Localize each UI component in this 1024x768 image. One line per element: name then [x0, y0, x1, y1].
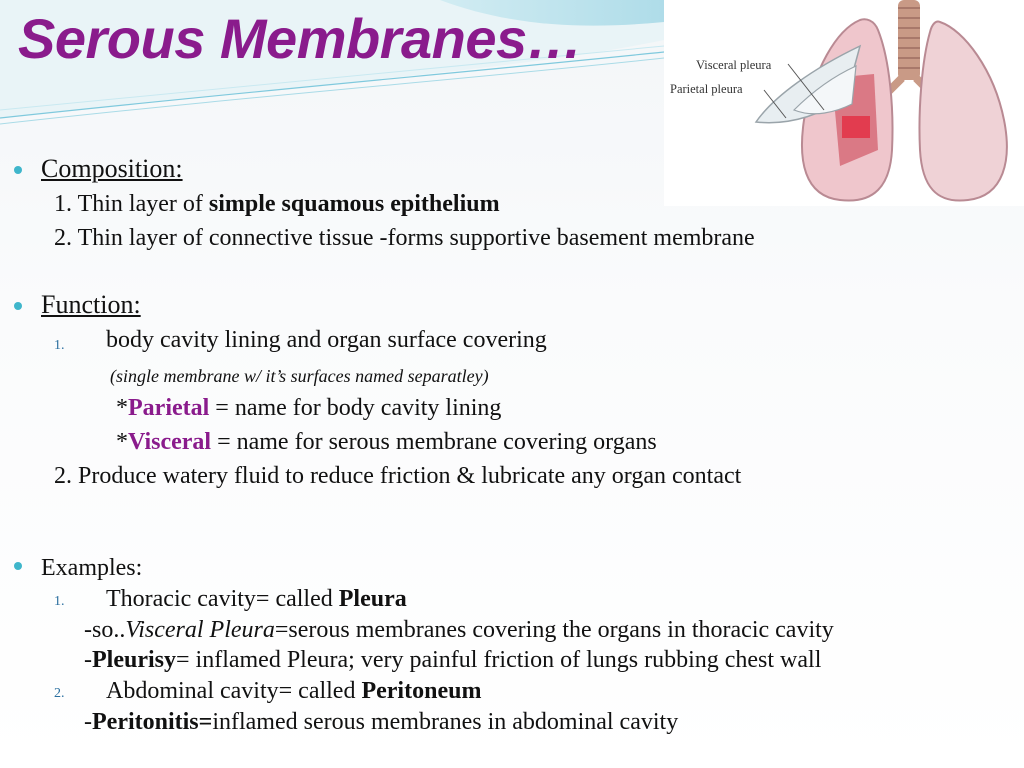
- function-heading: Function:: [41, 290, 141, 319]
- parietal-term: Parietal: [128, 395, 210, 421]
- function-item-1-number: 1.: [54, 338, 65, 353]
- examples-item-1-number: 1.: [54, 594, 65, 609]
- examples-item-2-number: 2.: [54, 686, 65, 701]
- examples-item-1-text: Thoracic cavity= called: [106, 586, 339, 612]
- bullet-icon: [14, 562, 22, 570]
- composition-line-1-text: 1. Thin layer of: [54, 191, 209, 217]
- function-item-1: body cavity lining and organ surface covering: [106, 327, 547, 353]
- visceral-pleura-prefix: -so..: [84, 617, 126, 643]
- pleurisy-prefix: -: [84, 647, 92, 673]
- bullet-icon: [14, 302, 22, 310]
- label-visceral-pleura: Visceral pleura: [696, 58, 772, 72]
- examples-heading: Examples:: [41, 555, 143, 581]
- bullet-icon: [14, 166, 22, 174]
- label-parietal-pleura: Parietal pleura: [670, 82, 743, 96]
- peritonitis-definition: inflamed serous membranes in abdominal cavity: [212, 709, 679, 735]
- visceral-star: *: [116, 429, 128, 455]
- peritonitis-term: Peritonitis=: [92, 709, 213, 735]
- pleurisy-line: [84, 648, 821, 672]
- composition-heading: Composition:: [41, 154, 183, 183]
- composition-line-1: [54, 192, 500, 216]
- parietal-definition: = name for body cavity lining: [209, 395, 502, 421]
- function-note: (single membrane w/ it’s surfaces named separatley): [110, 366, 489, 386]
- examples-item-2-bold: Peritoneum: [361, 678, 482, 704]
- parietal-star: *: [116, 395, 128, 421]
- examples-item-1-bold: Pleura: [338, 586, 407, 612]
- slide-title: Serous Membranes…: [18, 7, 583, 70]
- examples-item-1: [106, 587, 407, 611]
- composition-line-1-bold: simple squamous epithelium: [208, 191, 500, 217]
- parietal-line: [116, 396, 501, 420]
- lungs-illustration: [664, 0, 1024, 206]
- lung-pleura-figure: [664, 0, 1024, 206]
- visceral-pleura-definition: =serous membranes covering the organs in thoracic cavity: [274, 617, 834, 643]
- visceral-pleura-line: [84, 618, 834, 642]
- peritonitis-prefix: -: [84, 709, 92, 735]
- examples-item-2-text: Abdominal cavity= called: [106, 678, 362, 704]
- visceral-line: [116, 430, 657, 454]
- visceral-term: Visceral: [128, 429, 212, 455]
- pleurisy-definition: = inflamed Pleura; very painful friction of lungs rubbing chest wall: [176, 647, 822, 673]
- examples-item-2: [106, 679, 481, 703]
- pleurisy-term: Pleurisy: [92, 647, 176, 673]
- visceral-pleura-term: Visceral Pleura: [125, 617, 275, 643]
- peritonitis-line: [84, 710, 678, 734]
- composition-line-2: 2. Thin layer of connective tissue -forms supportive basement membrane: [54, 225, 755, 251]
- visceral-definition: = name for serous membrane covering organs: [211, 429, 657, 455]
- function-item-2: 2. Produce watery fluid to reduce friction & lubricate any organ contact: [54, 463, 742, 489]
